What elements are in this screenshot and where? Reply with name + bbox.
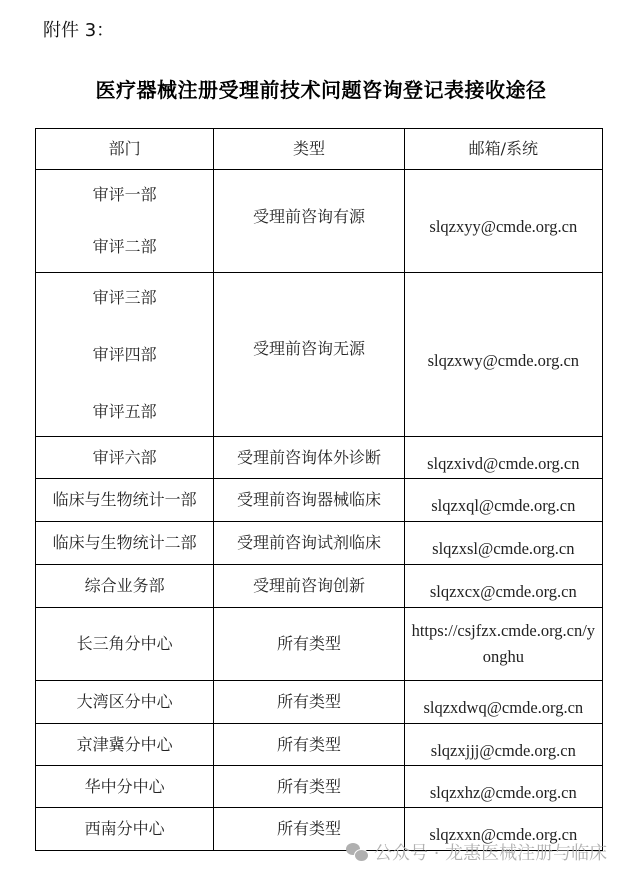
- department-cell: 综合业务部: [36, 565, 214, 608]
- attachment-label: 附件 3：: [43, 20, 115, 41]
- email-link[interactable]: slqzxwy@cmde.org.cn: [404, 273, 602, 437]
- header-department: 部门: [36, 129, 214, 170]
- table-row: [36, 437, 603, 479]
- table-row: [36, 565, 603, 608]
- email-link[interactable]: slqzxcx@cmde.org.cn: [404, 565, 602, 608]
- type-cell: 受理前咨询试剂临床: [214, 522, 404, 565]
- type-cell: 所有类型: [214, 681, 404, 724]
- type-cell: 受理前咨询无源: [214, 273, 404, 437]
- header-contact: 邮箱/系统: [404, 129, 602, 170]
- type-cell: 所有类型: [214, 808, 404, 851]
- table-row: [36, 479, 603, 522]
- department-cell: [36, 273, 214, 437]
- department-cell: [36, 170, 214, 273]
- table-row: [36, 273, 603, 437]
- header-type: 类型: [214, 129, 404, 170]
- table-header-row: [36, 129, 603, 170]
- table-row: [36, 681, 603, 724]
- page-title: 医疗器械注册受理前技术问题咨询登记表接收途径: [95, 78, 547, 102]
- table-row: [36, 522, 603, 565]
- department-cell: 西南分中心: [36, 808, 214, 851]
- email-link[interactable]: slqzxdwq@cmde.org.cn: [404, 681, 602, 724]
- contact-table: [35, 128, 603, 851]
- type-cell: 受理前咨询有源: [214, 170, 404, 273]
- email-link[interactable]: slqzxsl@cmde.org.cn: [404, 522, 602, 565]
- department-cell: 长三角分中心: [36, 608, 214, 681]
- type-cell: 所有类型: [214, 724, 404, 766]
- table-row: [36, 608, 603, 681]
- watermark-text: 公众号 · 龙惠医械注册与临床: [374, 843, 608, 864]
- table-row: [36, 170, 603, 273]
- department-cell: 临床与生物统计二部: [36, 522, 214, 565]
- type-cell: 受理前咨询体外诊断: [214, 437, 404, 479]
- email-link[interactable]: slqzxivd@cmde.org.cn: [404, 437, 602, 479]
- department-name: 审评四部: [92, 344, 157, 364]
- email-link[interactable]: slqzxhz@cmde.org.cn: [404, 766, 602, 808]
- email-link[interactable]: slqzxjjj@cmde.org.cn: [404, 724, 602, 766]
- table-row: [36, 766, 603, 808]
- type-cell: 受理前咨询创新: [214, 565, 404, 608]
- department-cell: 华中分中心: [36, 766, 214, 808]
- department-name: 审评三部: [92, 287, 157, 307]
- email-link[interactable]: slqzxyy@cmde.org.cn: [404, 170, 602, 273]
- department-name: 审评二部: [92, 237, 157, 256]
- department-name: 审评一部: [92, 185, 157, 204]
- type-cell: 受理前咨询器械临床: [214, 479, 404, 522]
- system-link[interactable]: https://csjfzx.cmde.org.cn/yonghu: [404, 608, 602, 681]
- table-row: [36, 724, 603, 766]
- department-cell: 临床与生物统计一部: [36, 479, 214, 522]
- wechat-icon: [346, 843, 368, 861]
- department-cell: 审评六部: [36, 437, 214, 479]
- department-cell: 大湾区分中心: [36, 681, 214, 724]
- watermark: [346, 839, 607, 865]
- department-cell: 京津冀分中心: [36, 724, 214, 766]
- email-link[interactable]: slqzxxn@cmde.org.cn: [404, 808, 602, 851]
- type-cell: 所有类型: [214, 608, 404, 681]
- department-name: 审评五部: [92, 401, 157, 421]
- email-link[interactable]: slqzxql@cmde.org.cn: [404, 479, 602, 522]
- type-cell: 所有类型: [214, 766, 404, 808]
